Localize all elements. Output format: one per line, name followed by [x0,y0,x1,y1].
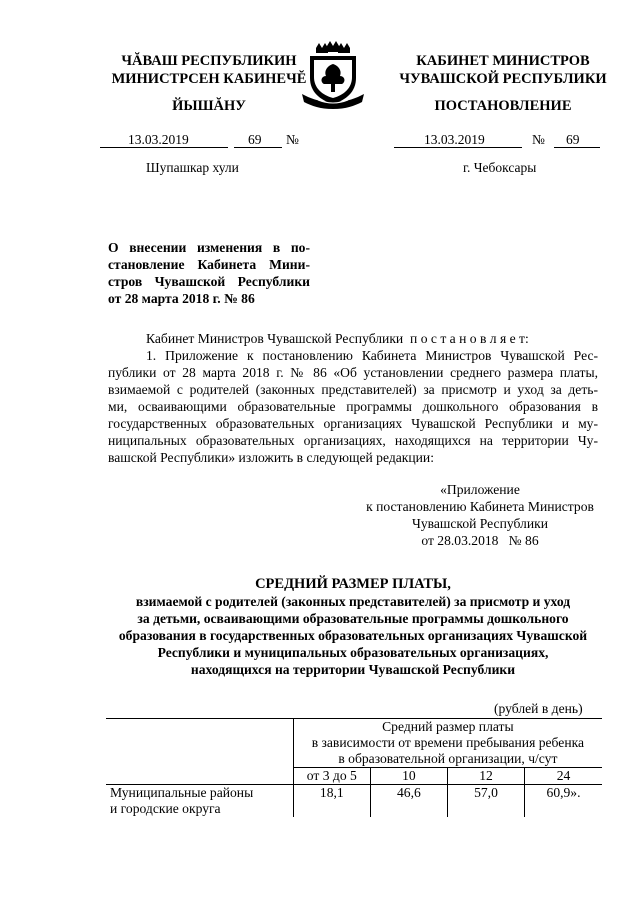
column-header: 10 [370,768,447,785]
body-line: ниципальных образовательных организациях, находящихся на территории Чу- [108,433,598,448]
left-city: Шупашкар хули [146,160,239,175]
table-header-cell [293,719,602,768]
section-heading [100,576,606,678]
column-header: 24 [525,768,602,785]
right-no-sign: № [532,132,545,147]
table-cell: 18,1 [293,785,370,818]
left-date: 13.03.2019 [128,132,189,147]
body-line: взимаемой с родителей (законных представителей) за присмотр и уход за деть- [108,382,598,397]
body-line: вашской Республики» изложить в следующей редакции: [108,450,434,465]
column-header: 12 [447,768,524,785]
right-number: 69 [566,132,580,147]
left-number: 69 [248,132,262,147]
title-line: стров Чувашской Республики [108,274,310,289]
body-line: 1. Приложение к постановлению Кабинета Министров Чувашской Рес- [146,348,598,363]
appendix-line: от 28.03.2018 № 86 [421,533,539,548]
header-left [100,52,318,88]
table-cell: 60,9». [525,785,602,818]
title-line: О внесении изменения в по- [108,240,310,255]
header-left-line1: ЧĂВАШ РЕСПУБЛИКИН [121,53,297,69]
table-header-line: в зависимости от времени пребывания ребенка [311,735,585,750]
table-corner-cell [106,719,293,785]
title-line: становление Кабинета Мини- [108,257,310,272]
emblem-icon [298,40,368,116]
appendix-line: «Приложение [440,482,520,497]
table-header-line: в образовательной организации, ч/сут [338,751,558,766]
left-no-sign: № [286,132,299,147]
appendix-line: Чувашской Республики [412,516,548,531]
table-cell: 57,0 [447,785,524,818]
body-line: публики от 28 марта 2018 г. № 86 «Об установлении среднего размера платы, [108,365,598,380]
row-label-line: и городские округа [110,801,221,816]
heading-line: образования в государственных образовательных организациях Чувашской [118,628,588,643]
table-unit: (рублей в день) [494,701,583,716]
heading-line: взимаемой с родителей (законных представителей) за присмотр и уход [135,594,571,609]
right-city: г. Чебоксары [463,160,537,175]
heading-line: СРЕДНИЙ РАЗМЕР ПЛАТЫ, [255,576,451,592]
heading-line: Республики и муниципальных образовательных организациях, [157,645,549,660]
heading-line: находящихся на территории Чувашской Республики [190,662,516,677]
header-right-line2: ЧУВАШСКОЙ РЕСПУБЛИКИ [399,71,607,87]
right-date: 13.03.2019 [424,132,485,147]
fee-table [106,718,602,817]
left-date-row [100,132,310,148]
row-label [106,785,293,818]
title-line: от 28 марта 2018 г. № 86 [108,291,255,306]
column-header: от 3 до 5 [293,768,370,785]
table-header-line: Средний размер платы [382,719,514,734]
table-cell: 46,6 [370,785,447,818]
intro-line: Кабинет Министров Чувашской Республики п о с т а н о в л я е т: [146,331,529,346]
intro-decree-word: п о с т а н о в л я е т: [410,331,529,346]
table-header-row [106,719,602,768]
appendix-line: к постановлению Кабинета Министров [366,499,594,514]
row-label-line: Муниципальные районы [110,785,254,800]
appendix-note [358,481,602,549]
body-line: государственных образовательных организациях Чувашской Республики и му- [108,416,598,431]
right-date-row [394,132,614,148]
header-right [388,52,618,88]
heading-line: за детьми, осваивающими образовательные программы дошкольного [137,611,569,626]
body-line: ми, осваивающими образовательные программы дошкольного образования в [108,399,598,414]
header-right-line1: КАБИНЕТ МИНИСТРОВ [416,53,590,69]
header-left-sub: ЙЫШĂНУ [172,98,246,114]
document-title [108,239,310,307]
table-row [106,785,602,818]
header-right-sub: ПОСТАНОВЛЕНИЕ [434,98,572,114]
header-left-line2: МИНИСТРСЕН КАБИНЕЧĔ [111,71,307,87]
body-text [108,330,598,466]
